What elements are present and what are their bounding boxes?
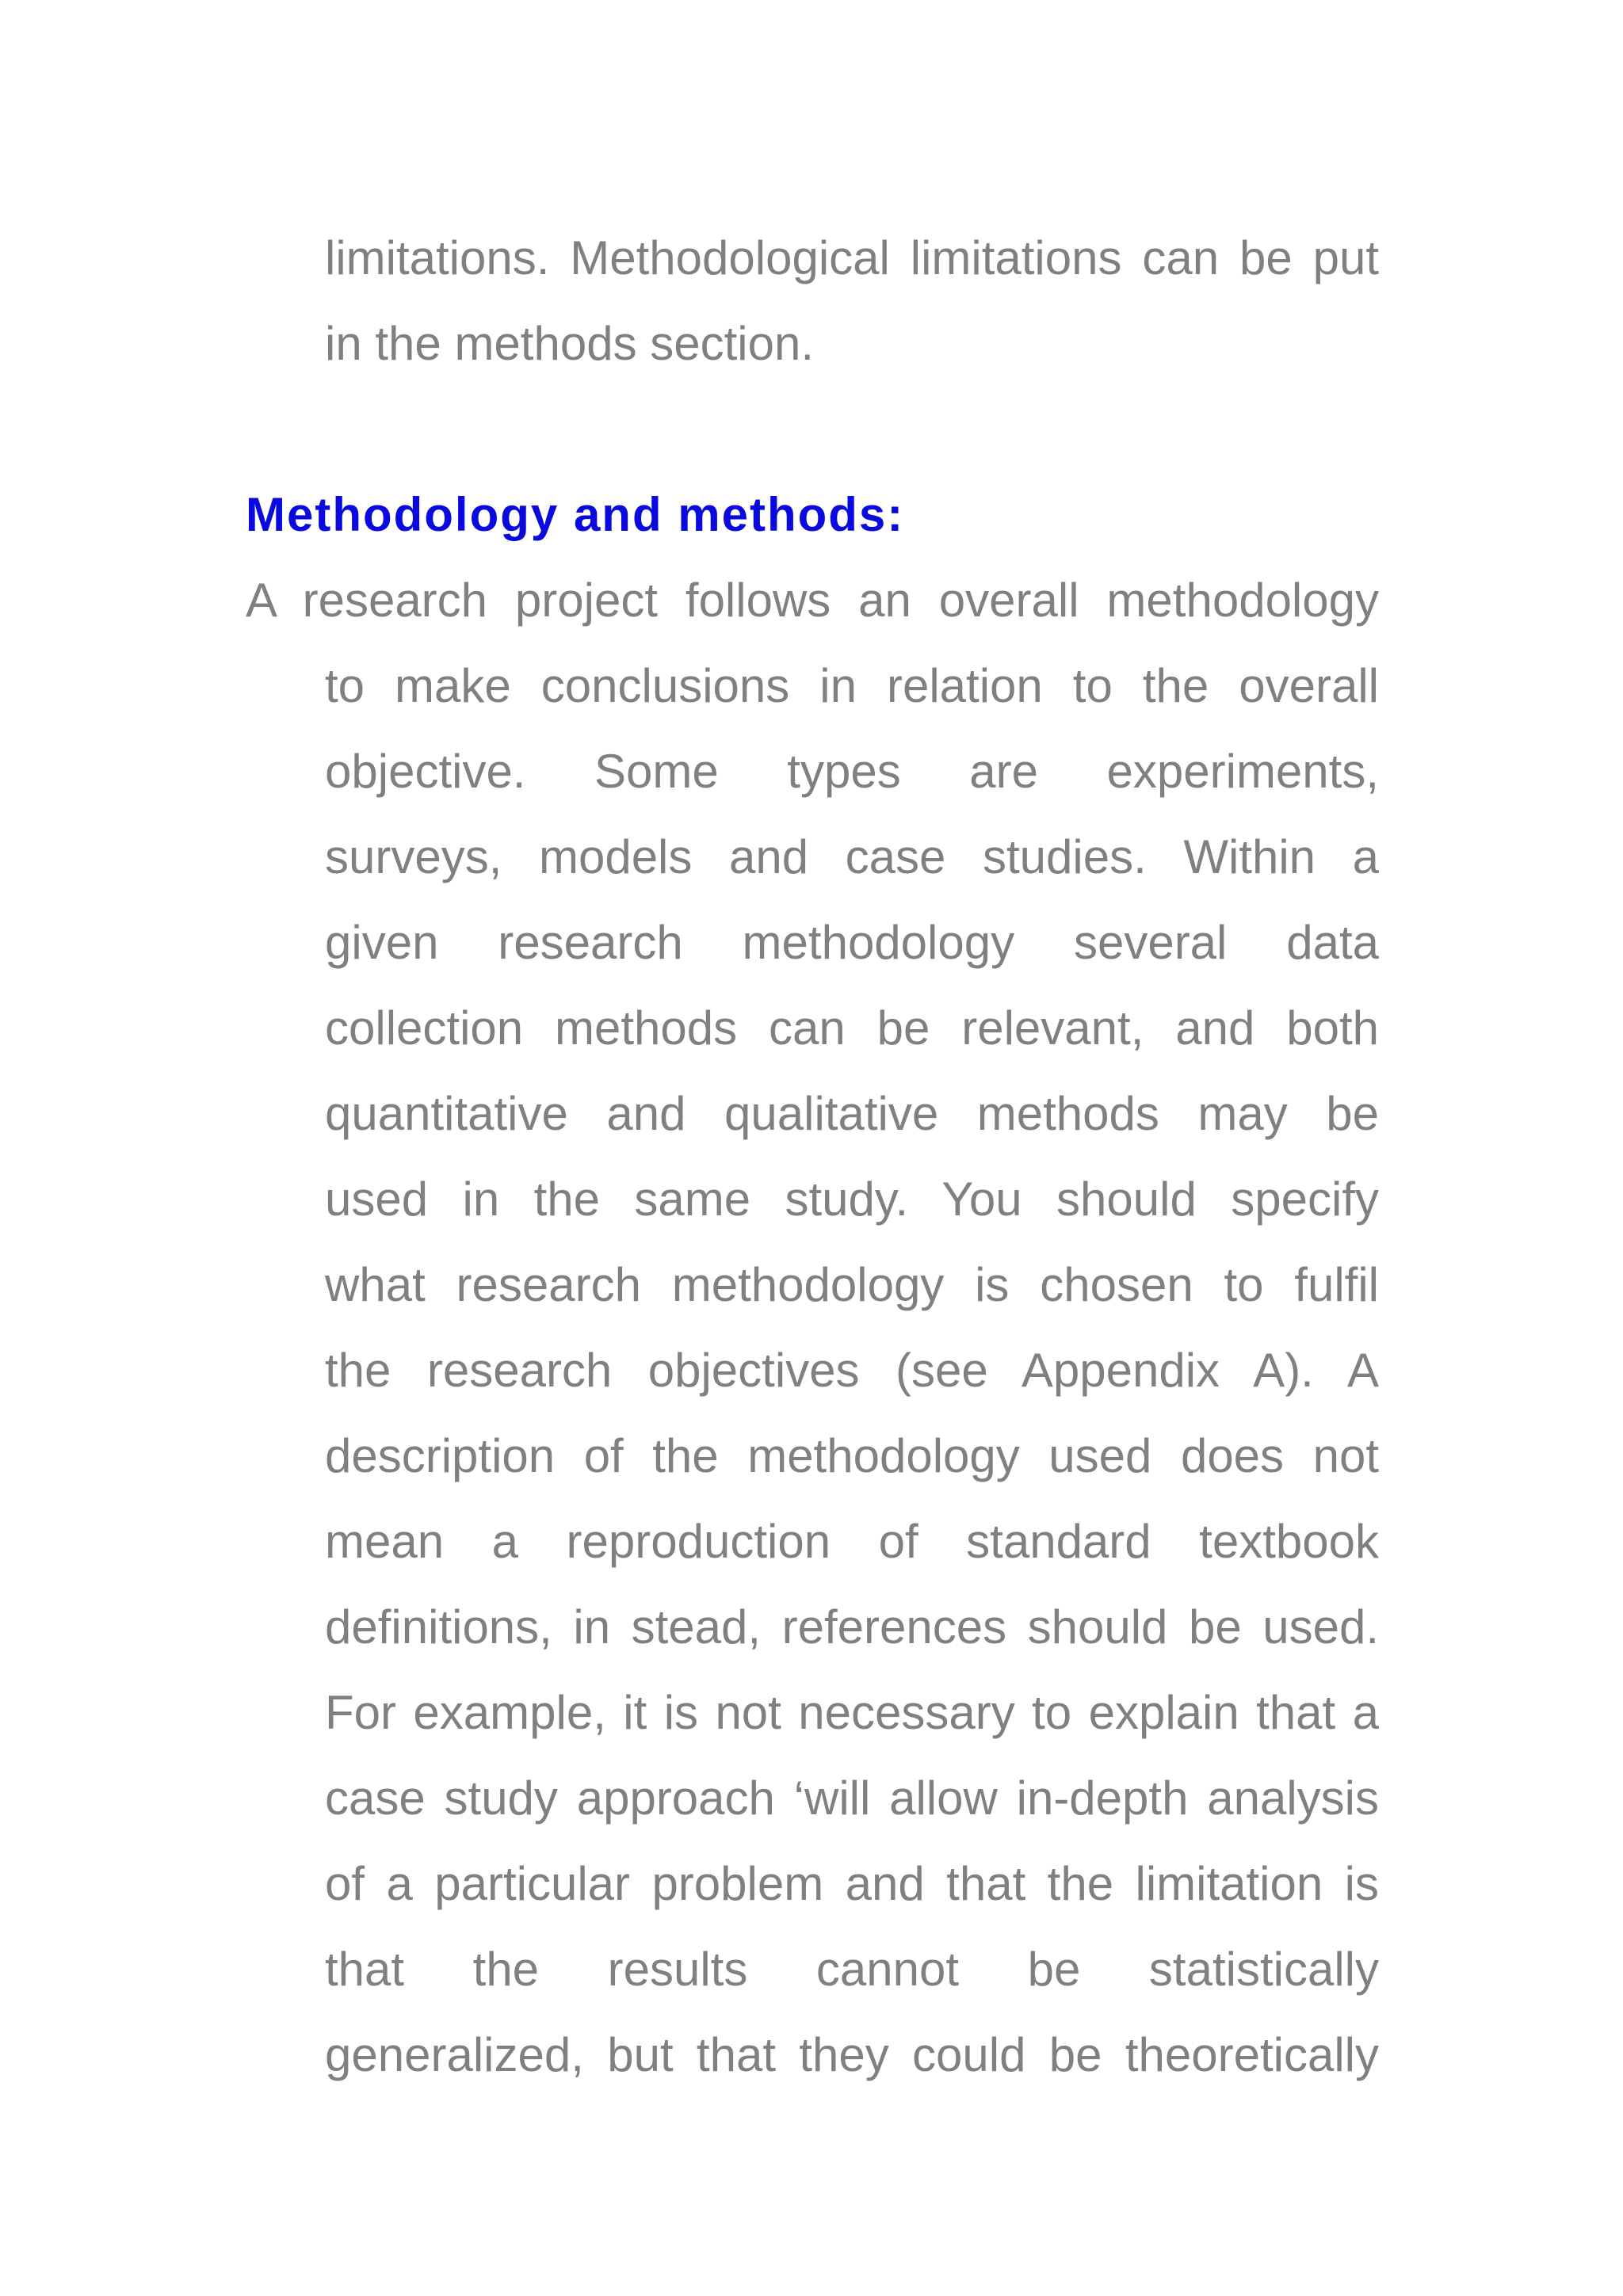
body-line: definitions, in stead, references should be used. [325,1600,1379,1653]
body-line: objective. Some types are experiments, [325,745,1379,798]
body-line: that the results cannot be statistically [325,1943,1379,1996]
body-line: For example, it is not necessary to explain that a [325,1686,1379,1739]
body-line: to make conclusions in relation to the overall [325,659,1379,712]
body-line: generalized, but that they could be theoretically [325,2028,1379,2081]
section-heading: Methodology and methods: [246,488,905,541]
body-line: the research objectives (see Appendix A). A [325,1344,1379,1397]
body-line: A research project follows an overall methodology [246,574,1379,627]
body-line: collection methods can be relevant, and both [325,1001,1379,1055]
body-line: used in the same study. You should specify [325,1173,1379,1226]
body-line: quantitative and qualitative methods may be [325,1087,1379,1140]
body-line: mean a reproduction of standard textbook [325,1515,1379,1568]
intro-line: in the methods section. [325,317,815,370]
body-line: of a particular problem and that the limitation is [325,1857,1379,1910]
body-line: description of the methodology used does not [325,1429,1379,1482]
body-line: what research methodology is chosen to fulfil [325,1258,1379,1311]
body-line: surveys, models and case studies. Within a [325,830,1379,883]
body-line: given research methodology several data [325,916,1379,969]
intro-line: limitations. Methodological limitations can be put [325,231,1379,284]
body-line: case study approach ‘will allow in-depth analysis [325,1772,1379,1825]
